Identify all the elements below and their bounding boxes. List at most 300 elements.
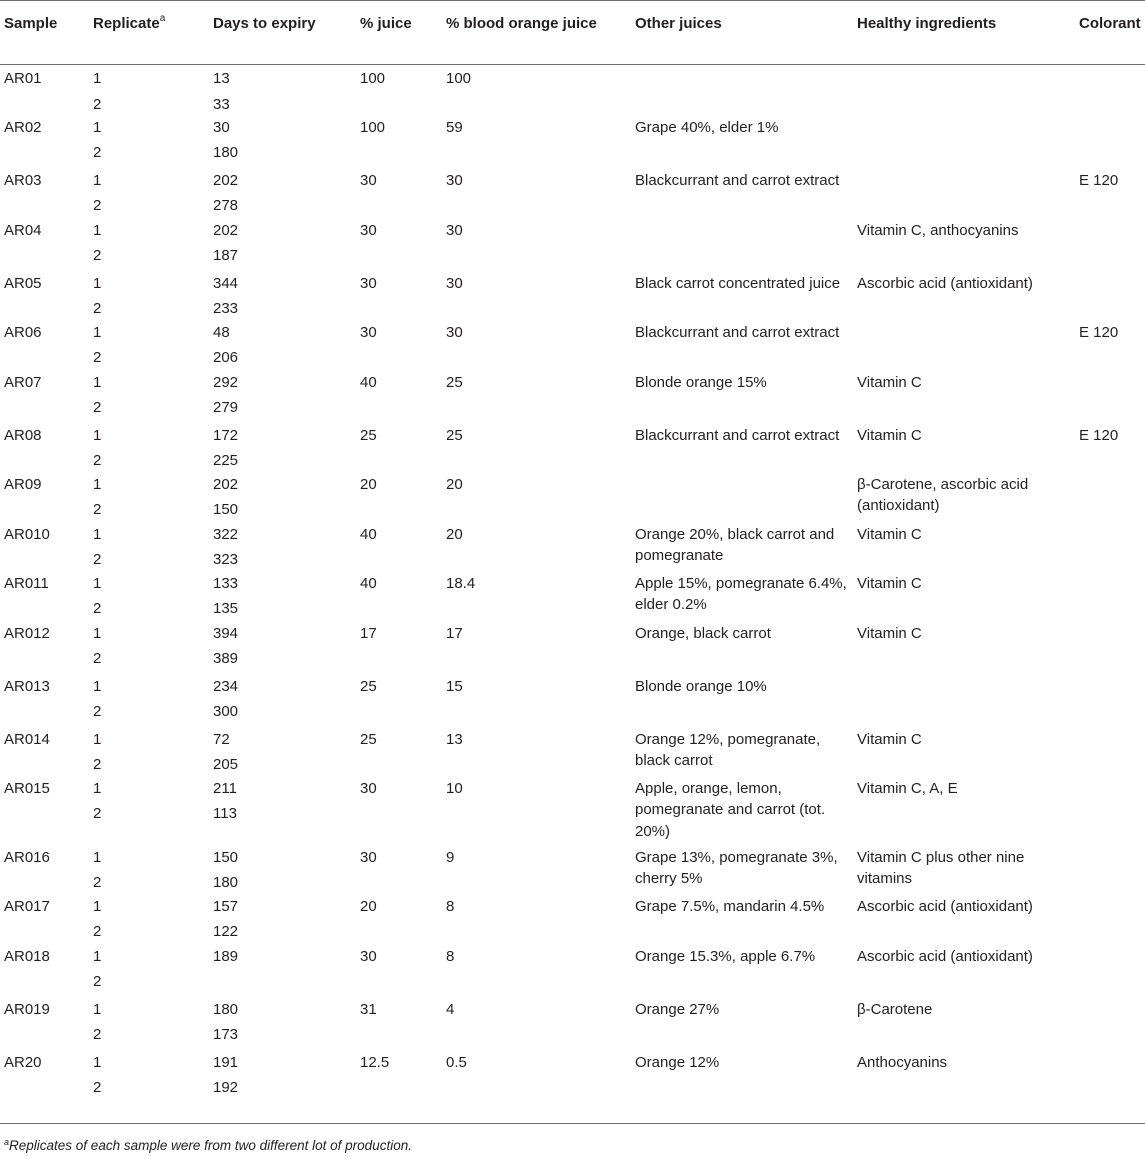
header-days-to-expiry: Days to expiry [213, 15, 316, 32]
healthy-ingredients-cell [853, 65, 1075, 117]
days-to-expiry-cell-value-2: 300 [213, 703, 239, 720]
percent-blood-orange-cell-value: 10 [446, 779, 463, 797]
other-juices-cell-value: Blackcurrant and carrot extract [635, 323, 840, 341]
sample-cell-value: AR04 [4, 221, 42, 239]
replicate-cell [89, 372, 209, 425]
healthy-ingredients-cell [853, 273, 1075, 322]
other-juices-cell [631, 474, 853, 524]
sample-cell-value: AR07 [4, 373, 42, 391]
replicate-cell-value-1: 1 [93, 947, 102, 965]
sample-cell [0, 676, 89, 729]
percent-juice-cell [356, 573, 442, 623]
percent-juice-cell-value: 100 [360, 70, 386, 87]
percent-juice-cell-value: 30 [360, 323, 377, 341]
sample-cell [0, 372, 89, 425]
replicate-cell-value-1: 1 [93, 897, 102, 915]
replicate-cell-value-1: 1 [93, 730, 102, 748]
sample-cell [0, 1052, 89, 1102]
healthy-ingredients-cell-value: Vitamin C, anthocyanins [857, 221, 1019, 239]
sample-cell-value: AR018 [4, 947, 50, 965]
replicate-cell-value-1: 1 [93, 70, 102, 87]
sample-cell [0, 729, 89, 778]
replicate-cell-value-2: 2 [93, 501, 102, 518]
other-juices-cell-value: Blonde orange 10% [635, 677, 767, 695]
replicate-cell-value-1: 1 [93, 848, 102, 866]
replicate-cell [89, 524, 209, 573]
healthy-ingredients-cell [853, 1052, 1075, 1102]
percent-juice-cell [356, 372, 442, 425]
sample-cell-value: AR09 [4, 475, 42, 493]
header-replicate-footnote-marker: a [159, 13, 166, 24]
replicate-cell-value-2: 2 [93, 551, 102, 568]
days-to-expiry-cell-value-2: 180 [213, 874, 239, 891]
healthy-ingredients-cell [853, 220, 1075, 273]
table-row [0, 896, 1145, 946]
other-juices-cell [631, 896, 853, 946]
sample-cell-value: AR017 [4, 897, 50, 915]
days-to-expiry-cell-value-1: 150 [213, 848, 239, 866]
replicate-cell [89, 117, 209, 170]
header-other-juices: Other juices [635, 15, 722, 32]
colorant-cell [1075, 372, 1145, 425]
replicate-cell [89, 425, 209, 474]
percent-blood-orange-cell-value: 20 [446, 475, 463, 493]
healthy-ingredients-cell [853, 322, 1075, 372]
days-to-expiry-cell-value-2: 33 [213, 95, 230, 113]
percent-blood-orange-cell-value: 0.5 [446, 1053, 467, 1071]
percent-juice-cell-value: 30 [360, 171, 377, 189]
other-juices-cell [631, 372, 853, 425]
healthy-ingredients-cell [853, 623, 1075, 676]
replicate-cell-value-1: 1 [93, 118, 102, 136]
footnote-marker: a [4, 1137, 10, 1147]
percent-blood-orange-cell [442, 1052, 631, 1102]
sample-cell [0, 946, 89, 999]
sample-cell-value: AR20 [4, 1053, 42, 1071]
healthy-ingredients-cell [853, 425, 1075, 474]
replicate-cell-value-1: 1 [93, 779, 102, 797]
days-to-expiry-cell-value-1: 191 [213, 1053, 239, 1071]
healthy-ingredients-cell [853, 170, 1075, 220]
colorant-cell [1075, 474, 1145, 524]
replicate-cell [89, 65, 209, 117]
days-to-expiry-cell [209, 896, 356, 946]
colorant-cell [1075, 425, 1145, 474]
colorant-cell [1075, 896, 1145, 946]
table-row [0, 220, 1145, 273]
percent-juice-cell-value: 25 [360, 426, 377, 444]
percent-juice-cell [356, 273, 442, 322]
colorant-cell-value: E 120 [1079, 171, 1119, 189]
header-replicate [89, 1, 209, 65]
days-to-expiry-cell [209, 524, 356, 573]
other-juices-cell-value: Grape 40%, elder 1% [635, 118, 779, 136]
healthy-ingredients-cell-value: Vitamin C, A, E [857, 779, 958, 797]
sample-cell-value: AR012 [4, 624, 50, 642]
table-row [0, 1052, 1145, 1102]
replicate-cell-value-1: 1 [93, 426, 102, 444]
other-juices-cell-value: Orange 12%, pomegranate, black carrot [635, 730, 821, 769]
colorant-cell [1075, 524, 1145, 573]
colorant-cell [1075, 1052, 1145, 1102]
table-row [0, 65, 1145, 117]
sample-cell-value: AR02 [4, 118, 42, 136]
replicate-cell-value-2: 2 [93, 144, 102, 161]
table-row [0, 778, 1145, 847]
days-to-expiry-cell-value-1: 202 [213, 221, 239, 239]
table-row [0, 524, 1145, 573]
table-header-row [0, 1, 1145, 65]
healthy-ingredients-cell [853, 946, 1075, 999]
replicate-cell-value-2: 2 [93, 600, 102, 617]
days-to-expiry-cell-value-2: 135 [213, 600, 239, 617]
percent-blood-orange-cell-value: 9 [446, 848, 455, 866]
replicate-cell-value-1: 1 [93, 1053, 102, 1071]
healthy-ingredients-cell [853, 524, 1075, 573]
percent-blood-orange-cell-value: 30 [446, 221, 463, 239]
percent-juice-cell [356, 524, 442, 573]
sample-cell-value: AR016 [4, 848, 50, 866]
sample-cell [0, 117, 89, 170]
sample-cell [0, 847, 89, 896]
percent-blood-orange-cell [442, 372, 631, 425]
percent-juice-cell-value: 30 [360, 221, 377, 239]
percent-blood-orange-cell [442, 623, 631, 676]
header-percent-blood-orange: % blood orange juice [446, 15, 597, 32]
replicate-cell-value-1: 1 [93, 475, 102, 493]
colorant-cell [1075, 778, 1145, 847]
percent-juice-cell-value: 100 [360, 118, 386, 136]
replicate-cell [89, 623, 209, 676]
percent-blood-orange-cell-value: 8 [446, 897, 455, 915]
other-juices-cell [631, 729, 853, 778]
healthy-ingredients-cell [853, 896, 1075, 946]
percent-juice-cell [356, 1052, 442, 1102]
healthy-ingredients-cell-value: Vitamin C [857, 426, 922, 444]
percent-blood-orange-cell-value: 30 [446, 323, 463, 341]
days-to-expiry-cell-value-1: 202 [213, 171, 239, 189]
other-juices-cell-value: Blackcurrant and carrot extract [635, 426, 840, 444]
days-to-expiry-cell-value-2: 150 [213, 501, 239, 518]
percent-juice-cell [356, 729, 442, 778]
table-row [0, 847, 1145, 896]
table-row [0, 117, 1145, 170]
replicate-cell-value-1: 1 [93, 171, 102, 189]
days-to-expiry-cell [209, 170, 356, 220]
table-footnote [4, 1138, 412, 1153]
days-to-expiry-cell [209, 322, 356, 372]
replicate-cell [89, 573, 209, 623]
days-to-expiry-cell [209, 676, 356, 729]
percent-blood-orange-cell-value: 20 [446, 525, 463, 543]
percent-juice-cell-value: 17 [360, 624, 377, 642]
table-row [0, 322, 1145, 372]
colorant-cell [1075, 999, 1145, 1052]
replicate-cell [89, 1052, 209, 1102]
percent-blood-orange-cell [442, 322, 631, 372]
other-juices-cell-value: Orange 27% [635, 1000, 720, 1018]
header-healthy-ingredients: Healthy ingredients [857, 15, 997, 32]
percent-juice-cell-value: 30 [360, 274, 377, 292]
replicate-cell [89, 474, 209, 524]
sample-cell [0, 474, 89, 524]
sample-cell [0, 170, 89, 220]
days-to-expiry-cell [209, 847, 356, 896]
days-to-expiry-cell [209, 999, 356, 1052]
percent-juice-cell-value: 25 [360, 730, 377, 748]
healthy-ingredients-cell [853, 778, 1075, 847]
colorant-cell [1075, 573, 1145, 623]
healthy-ingredients-cell-value: β-Carotene, ascorbic acid (antioxidant) [857, 475, 1029, 514]
days-to-expiry-cell-value-2: 122 [213, 923, 239, 940]
percent-juice-cell [356, 676, 442, 729]
table-row [0, 170, 1145, 220]
days-to-expiry-cell [209, 220, 356, 273]
percent-juice-cell [356, 623, 442, 676]
sample-cell [0, 896, 89, 946]
sample-cell-value: AR010 [4, 525, 50, 543]
healthy-ingredients-cell-value: Vitamin C [857, 624, 922, 642]
sample-cell-value: AR03 [4, 171, 42, 189]
percent-blood-orange-cell [442, 170, 631, 220]
table-row [0, 999, 1145, 1052]
other-juices-cell-value: Black carrot concentrated juice [635, 274, 841, 292]
colorant-cell [1075, 273, 1145, 322]
days-to-expiry-cell-value-1: 133 [213, 574, 239, 592]
sample-cell [0, 220, 89, 273]
days-to-expiry-cell [209, 372, 356, 425]
colorant-cell [1075, 623, 1145, 676]
header-replicate-label: Replicate [93, 15, 160, 32]
sample-cell [0, 573, 89, 623]
sample-cell-value: AR011 [4, 574, 49, 592]
replicate-cell-value-1: 1 [93, 323, 102, 341]
percent-blood-orange-cell-value: 25 [446, 426, 463, 444]
sample-cell [0, 322, 89, 372]
replicate-cell-value-2: 2 [93, 95, 102, 113]
replicate-cell [89, 946, 209, 999]
colorant-cell [1075, 170, 1145, 220]
other-juices-cell [631, 999, 853, 1052]
replicate-cell [89, 999, 209, 1052]
other-juices-cell-value: Apple, orange, lemon, pomegranate and carrot (tot. 20%) [635, 779, 826, 840]
percent-juice-cell [356, 778, 442, 847]
days-to-expiry-cell [209, 425, 356, 474]
days-to-expiry-cell-value-1: 172 [213, 426, 239, 444]
table-row [0, 372, 1145, 425]
days-to-expiry-cell-value-2: 279 [213, 399, 239, 416]
days-to-expiry-cell-value-2: 180 [213, 144, 239, 161]
percent-blood-orange-cell [442, 896, 631, 946]
percent-juice-cell-value: 40 [360, 574, 377, 592]
sample-cell [0, 65, 89, 117]
healthy-ingredients-cell [853, 676, 1075, 729]
header-colorant: Colorant [1079, 15, 1141, 32]
percent-juice-cell [356, 170, 442, 220]
colorant-cell-value: E 120 [1079, 323, 1119, 341]
table-row [0, 425, 1145, 474]
replicate-cell [89, 729, 209, 778]
percent-juice-cell-value: 30 [360, 779, 377, 797]
percent-blood-orange-cell-value: 8 [446, 947, 455, 965]
sample-cell [0, 273, 89, 322]
other-juices-cell-value: Orange 20%, black carrot and pomegranate [635, 525, 835, 564]
percent-juice-cell-value: 20 [360, 475, 377, 493]
replicate-cell-value-2: 2 [93, 247, 102, 264]
replicate-cell-value-2: 2 [93, 452, 102, 469]
percent-juice-cell-value: 40 [360, 525, 377, 543]
days-to-expiry-cell-value-2: 233 [213, 300, 239, 317]
other-juices-cell-value: Grape 7.5%, mandarin 4.5% [635, 897, 825, 915]
other-juices-cell [631, 524, 853, 573]
replicate-cell [89, 778, 209, 847]
healthy-ingredients-cell-value: β-Carotene [857, 1000, 933, 1018]
percent-juice-cell [356, 896, 442, 946]
days-to-expiry-cell [209, 946, 356, 999]
sample-cell-value: AR013 [4, 677, 50, 695]
percent-blood-orange-cell [442, 676, 631, 729]
replicate-cell-value-2: 2 [93, 703, 102, 720]
table-bottom-rule [0, 1123, 1145, 1124]
sample-cell-value: AR019 [4, 1000, 50, 1018]
days-to-expiry-cell-value-1: 211 [213, 779, 237, 797]
days-to-expiry-cell [209, 573, 356, 623]
replicate-cell-value-2: 2 [93, 805, 102, 822]
healthy-ingredients-cell-value: Vitamin C [857, 525, 922, 543]
sample-cell-value: AR06 [4, 323, 42, 341]
days-to-expiry-cell [209, 273, 356, 322]
percent-juice-cell [356, 847, 442, 896]
other-juices-cell [631, 676, 853, 729]
other-juices-cell-value: Blonde orange 15% [635, 373, 767, 391]
footnote-text: Replicates of each sample were from two different lot of production. [9, 1138, 412, 1153]
other-juices-cell-value: Orange 12% [635, 1053, 720, 1071]
healthy-ingredients-cell [853, 847, 1075, 896]
healthy-ingredients-cell [853, 729, 1075, 778]
replicate-cell [89, 170, 209, 220]
days-to-expiry-cell-value-1: 234 [213, 677, 239, 695]
sample-cell [0, 778, 89, 847]
healthy-ingredients-cell [853, 117, 1075, 170]
other-juices-cell-value: Blackcurrant and carrot extract [635, 171, 840, 189]
days-to-expiry-cell-value-1: 344 [213, 274, 239, 292]
table-row [0, 623, 1145, 676]
percent-blood-orange-cell [442, 65, 631, 117]
days-to-expiry-cell-value-1: 202 [213, 475, 239, 493]
healthy-ingredients-cell-value: Ascorbic acid (antioxidant) [857, 947, 1033, 965]
table-body [0, 65, 1145, 1102]
colorant-cell [1075, 946, 1145, 999]
days-to-expiry-cell-value-1: 13 [213, 70, 230, 87]
percent-juice-cell [356, 425, 442, 474]
days-to-expiry-cell [209, 117, 356, 170]
replicate-cell-value-2: 2 [93, 1079, 102, 1096]
other-juices-cell [631, 220, 853, 273]
other-juices-cell-value: Orange 15.3%, apple 6.7% [635, 947, 816, 965]
other-juices-cell [631, 573, 853, 623]
sample-cell-value: AR014 [4, 730, 50, 748]
replicate-cell-value-1: 1 [93, 1000, 102, 1018]
days-to-expiry-cell-value-1: 292 [213, 373, 239, 391]
replicate-cell-value-1: 1 [93, 221, 102, 239]
days-to-expiry-cell-value-1: 157 [213, 897, 239, 915]
colorant-cell [1075, 322, 1145, 372]
colorant-cell [1075, 676, 1145, 729]
days-to-expiry-cell [209, 1052, 356, 1102]
percent-juice-cell-value: 30 [360, 947, 377, 965]
colorant-cell-value: E 120 [1079, 426, 1119, 444]
days-to-expiry-cell-value-2: 205 [213, 756, 239, 773]
percent-juice-cell [356, 220, 442, 273]
healthy-ingredients-cell-value: Vitamin C plus other nine vitamins [857, 848, 1025, 887]
other-juices-cell-value: Apple 15%, pomegranate 6.4%, elder 0.2% [635, 574, 847, 613]
header-sample: Sample [4, 15, 58, 32]
sample-cell [0, 623, 89, 676]
percent-blood-orange-cell [442, 778, 631, 847]
days-to-expiry-cell-value-2: 173 [213, 1026, 239, 1043]
days-to-expiry-cell [209, 474, 356, 524]
percent-blood-orange-cell-value: 25 [446, 373, 463, 391]
replicate-cell-value-2: 2 [93, 874, 102, 891]
colorant-cell [1075, 729, 1145, 778]
days-to-expiry-cell-value-1: 322 [213, 525, 239, 543]
percent-blood-orange-cell [442, 573, 631, 623]
replicate-cell-value-1: 1 [93, 624, 102, 642]
table-row [0, 729, 1145, 778]
healthy-ingredients-cell-value: Vitamin C [857, 373, 922, 391]
other-juices-cell [631, 273, 853, 322]
days-to-expiry-cell-value-2: 389 [213, 650, 239, 667]
healthy-ingredients-cell [853, 474, 1075, 524]
replicate-cell-value-2: 2 [93, 923, 102, 940]
colorant-cell [1075, 65, 1145, 117]
days-to-expiry-cell-value-1: 72 [213, 730, 230, 748]
percent-blood-orange-cell-value: 100 [446, 70, 472, 87]
healthy-ingredients-cell [853, 573, 1075, 623]
percent-blood-orange-cell [442, 999, 631, 1052]
replicate-cell [89, 273, 209, 322]
days-to-expiry-cell-value-2: 206 [213, 349, 239, 366]
percent-juice-cell [356, 322, 442, 372]
percent-blood-orange-cell [442, 524, 631, 573]
percent-blood-orange-cell [442, 847, 631, 896]
percent-blood-orange-cell-value: 59 [446, 118, 463, 136]
replicate-cell-value-1: 1 [93, 677, 102, 695]
percent-juice-cell [356, 946, 442, 999]
replicate-cell [89, 896, 209, 946]
percent-juice-cell-value: 30 [360, 848, 377, 866]
percent-blood-orange-cell-value: 17 [446, 624, 463, 642]
percent-juice-cell [356, 65, 442, 117]
days-to-expiry-cell-value-2: 113 [213, 805, 237, 822]
percent-blood-orange-cell-value: 15 [446, 677, 463, 695]
sample-cell-value: AR05 [4, 274, 42, 292]
replicate-cell-value-2: 2 [93, 973, 102, 990]
replicate-cell [89, 847, 209, 896]
percent-juice-cell [356, 474, 442, 524]
days-to-expiry-cell-value-2: 278 [213, 197, 239, 214]
days-to-expiry-cell-value-1: 394 [213, 624, 239, 642]
percent-juice-cell-value: 25 [360, 677, 377, 695]
sample-cell-value: AR01 [4, 70, 42, 87]
table-row [0, 676, 1145, 729]
table-row [0, 273, 1145, 322]
replicate-cell-value-1: 1 [93, 574, 102, 592]
replicate-cell-value-2: 2 [93, 197, 102, 214]
days-to-expiry-cell [209, 65, 356, 117]
other-juices-cell [631, 946, 853, 999]
days-to-expiry-cell-value-2: 225 [213, 452, 239, 469]
